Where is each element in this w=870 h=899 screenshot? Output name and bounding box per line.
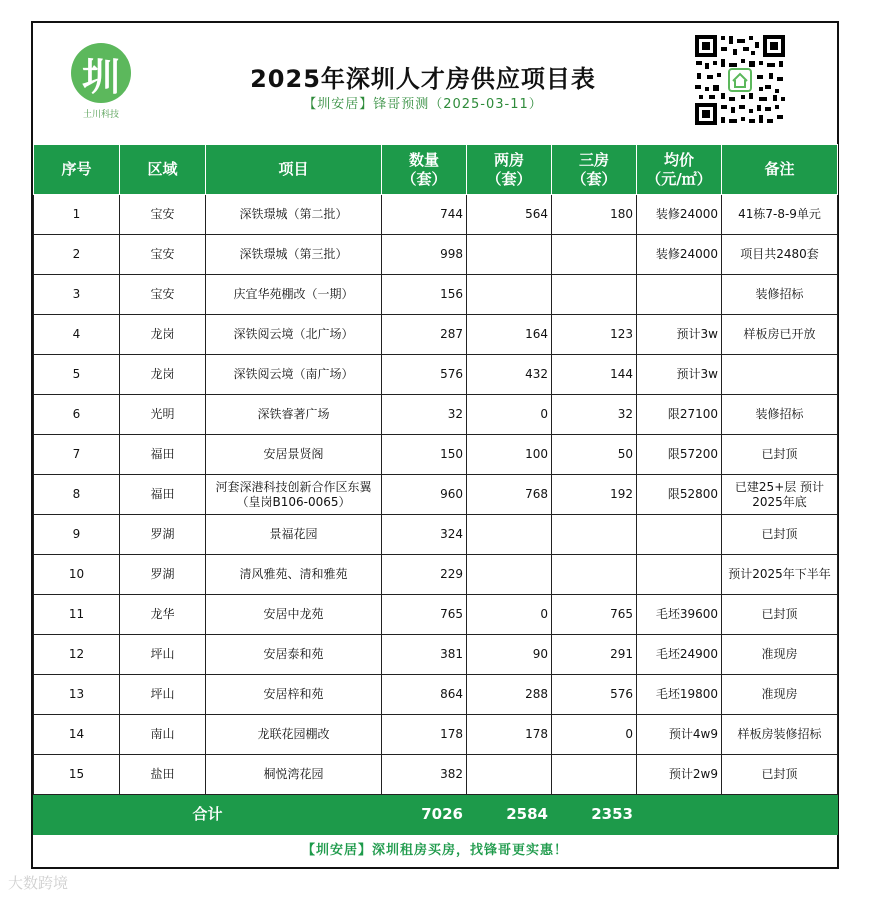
cell-price bbox=[637, 555, 722, 595]
cell-note: 已建25+层 预计2025年底 bbox=[722, 475, 838, 515]
cell-three-room: 32 bbox=[552, 395, 637, 435]
cell-two-room: 564 bbox=[467, 195, 552, 235]
cell-project: 深铁睿著广场 bbox=[206, 395, 382, 435]
cell-note: 准现房 bbox=[722, 635, 838, 675]
cell-quantity: 576 bbox=[382, 355, 467, 395]
col-price-unit: （元/㎡） bbox=[646, 169, 712, 188]
page-subtitle: 【圳安居】锋哥预测（2025-03-11） bbox=[303, 97, 543, 112]
total-label: 合计 bbox=[34, 795, 382, 835]
cell-index: 8 bbox=[34, 475, 120, 515]
col-three-room-unit: （套） bbox=[571, 169, 617, 188]
cell-index: 13 bbox=[34, 675, 120, 715]
cell-three-room: 144 bbox=[552, 355, 637, 395]
table-row bbox=[34, 355, 838, 395]
cell-price: 毛坯24900 bbox=[637, 635, 722, 675]
table-row bbox=[34, 195, 838, 235]
cell-price: 预计4w9 bbox=[637, 715, 722, 755]
cell-district: 龙岗 bbox=[120, 315, 206, 355]
cell-two-room: 768 bbox=[467, 475, 552, 515]
page-title: 2025年深圳人才房供应项目表 bbox=[250, 65, 596, 93]
cell-quantity: 744 bbox=[382, 195, 467, 235]
cell-district: 宝安 bbox=[120, 195, 206, 235]
cell-note: 41栋7-8-9单元 bbox=[722, 195, 838, 235]
col-price-label: 均价 bbox=[663, 150, 694, 169]
cell-project: 安居景贤阁 bbox=[206, 435, 382, 475]
cell-price: 限52800 bbox=[637, 475, 722, 515]
cell-two-room: 0 bbox=[467, 595, 552, 635]
cell-district: 南山 bbox=[120, 715, 206, 755]
cell-index: 10 bbox=[34, 555, 120, 595]
table-row bbox=[34, 515, 838, 555]
col-three-room-label: 三房 bbox=[578, 150, 609, 169]
cell-price: 装修24000 bbox=[637, 235, 722, 275]
cell-district: 福田 bbox=[120, 435, 206, 475]
table-row bbox=[34, 475, 838, 515]
cell-two-room: 0 bbox=[467, 395, 552, 435]
cell-district: 盐田 bbox=[120, 755, 206, 795]
cell-two-room: 288 bbox=[467, 675, 552, 715]
cell-quantity: 150 bbox=[382, 435, 467, 475]
cell-project: 景福花园 bbox=[206, 515, 382, 555]
cell-three-room: 123 bbox=[552, 315, 637, 355]
total-row bbox=[34, 795, 838, 835]
cell-district: 龙华 bbox=[120, 595, 206, 635]
cell-quantity: 156 bbox=[382, 275, 467, 315]
logo-char: 圳 bbox=[81, 54, 120, 99]
cell-index: 4 bbox=[34, 315, 120, 355]
cell-three-room bbox=[552, 755, 637, 795]
cell-index: 7 bbox=[34, 435, 120, 475]
cell-note: 已封顶 bbox=[722, 755, 838, 795]
cell-quantity: 382 bbox=[382, 755, 467, 795]
cell-two-room bbox=[467, 555, 552, 595]
cell-three-room: 50 bbox=[552, 435, 637, 475]
cell-index: 11 bbox=[34, 595, 120, 635]
cell-price: 预计2w9 bbox=[637, 755, 722, 795]
qr-code-icon bbox=[693, 33, 787, 127]
table-row bbox=[34, 595, 838, 635]
cell-price: 预计3w bbox=[637, 355, 722, 395]
col-quantity-unit: （套） bbox=[401, 169, 447, 188]
cell-note bbox=[722, 355, 838, 395]
cell-price: 预计3w bbox=[637, 315, 722, 355]
col-district bbox=[120, 145, 206, 195]
cell-two-room bbox=[467, 275, 552, 315]
col-three-room bbox=[552, 145, 637, 195]
cell-project: 深铁璟城（第二批） bbox=[206, 195, 382, 235]
total-three-room: 2353 bbox=[552, 795, 637, 835]
table-row bbox=[34, 235, 838, 275]
cell-note: 预计2025年下半年 bbox=[722, 555, 838, 595]
col-index bbox=[34, 145, 120, 195]
cell-index: 9 bbox=[34, 515, 120, 555]
cell-three-room bbox=[552, 515, 637, 555]
cell-project: 庆宜华苑棚改（一期） bbox=[206, 275, 382, 315]
cell-index: 12 bbox=[34, 635, 120, 675]
total-note bbox=[722, 795, 838, 835]
total-quantity: 7026 bbox=[382, 795, 467, 835]
table-row bbox=[34, 755, 838, 795]
table-row bbox=[34, 555, 838, 595]
cell-district: 福田 bbox=[120, 475, 206, 515]
cell-quantity: 229 bbox=[382, 555, 467, 595]
col-district-label: 区域 bbox=[147, 160, 178, 178]
cell-note: 样板房装修招标 bbox=[722, 715, 838, 755]
cell-quantity: 178 bbox=[382, 715, 467, 755]
cell-quantity: 960 bbox=[382, 475, 467, 515]
table-row bbox=[34, 395, 838, 435]
cell-district: 宝安 bbox=[120, 275, 206, 315]
cell-project: 安居中龙苑 bbox=[206, 595, 382, 635]
cell-two-room: 432 bbox=[467, 355, 552, 395]
total-price bbox=[637, 795, 722, 835]
brand-logo bbox=[71, 43, 131, 103]
cell-quantity: 32 bbox=[382, 395, 467, 435]
watermark: 大数跨境 bbox=[8, 874, 69, 892]
cell-quantity: 998 bbox=[382, 235, 467, 275]
cell-index: 1 bbox=[34, 195, 120, 235]
cell-two-room bbox=[467, 755, 552, 795]
cell-project: 安居梓和苑 bbox=[206, 675, 382, 715]
cell-quantity: 864 bbox=[382, 675, 467, 715]
col-price bbox=[637, 145, 722, 195]
cell-note: 已封顶 bbox=[722, 595, 838, 635]
sheet bbox=[31, 21, 839, 869]
table-row bbox=[34, 435, 838, 475]
cell-two-room: 100 bbox=[467, 435, 552, 475]
cell-project: 河套深港科技创新合作区东翼（皇岗B106-0065） bbox=[206, 475, 382, 515]
cell-index: 2 bbox=[34, 235, 120, 275]
col-two-room bbox=[467, 145, 552, 195]
table-row bbox=[34, 675, 838, 715]
cell-district: 坪山 bbox=[120, 675, 206, 715]
cell-project: 桐悦湾花园 bbox=[206, 755, 382, 795]
cell-three-room bbox=[552, 235, 637, 275]
cell-price bbox=[637, 515, 722, 555]
cell-price: 限57200 bbox=[637, 435, 722, 475]
col-two-room-unit: （套） bbox=[486, 169, 532, 188]
total-two-room: 2584 bbox=[467, 795, 552, 835]
cell-index: 5 bbox=[34, 355, 120, 395]
cell-three-room: 291 bbox=[552, 635, 637, 675]
cell-three-room: 765 bbox=[552, 595, 637, 635]
cell-three-room: 0 bbox=[552, 715, 637, 755]
cell-three-room: 192 bbox=[552, 475, 637, 515]
cell-index: 3 bbox=[34, 275, 120, 315]
cell-note: 项目共2480套 bbox=[722, 235, 838, 275]
table-row bbox=[34, 715, 838, 755]
cell-project: 安居泰和苑 bbox=[206, 635, 382, 675]
cell-price bbox=[637, 275, 722, 315]
cell-project: 深铁璟城（第三批） bbox=[206, 235, 382, 275]
cell-two-room bbox=[467, 235, 552, 275]
col-quantity-label: 数量 bbox=[408, 150, 439, 169]
cell-three-room: 180 bbox=[552, 195, 637, 235]
col-index-label: 序号 bbox=[61, 160, 92, 178]
cell-three-room bbox=[552, 555, 637, 595]
cell-note: 准现房 bbox=[722, 675, 838, 715]
cell-note: 样板房已开放 bbox=[722, 315, 838, 355]
cell-three-room: 576 bbox=[552, 675, 637, 715]
cell-project: 清风雅苑、清和雅苑 bbox=[206, 555, 382, 595]
table-row bbox=[34, 275, 838, 315]
col-project bbox=[206, 145, 382, 195]
cell-two-room bbox=[467, 515, 552, 555]
col-two-room-label: 两房 bbox=[493, 150, 524, 169]
cell-district: 坪山 bbox=[120, 635, 206, 675]
cell-price: 装修24000 bbox=[637, 195, 722, 235]
cell-note: 装修招标 bbox=[722, 275, 838, 315]
cell-note: 已封顶 bbox=[722, 435, 838, 475]
cell-district: 宝安 bbox=[120, 235, 206, 275]
cell-quantity: 324 bbox=[382, 515, 467, 555]
cell-price: 毛坯39600 bbox=[637, 595, 722, 635]
cell-index: 14 bbox=[34, 715, 120, 755]
cell-note: 已封顶 bbox=[722, 515, 838, 555]
cell-district: 龙岗 bbox=[120, 355, 206, 395]
header bbox=[33, 23, 837, 146]
cell-district: 罗湖 bbox=[120, 515, 206, 555]
cell-district: 光明 bbox=[120, 395, 206, 435]
cell-two-room: 90 bbox=[467, 635, 552, 675]
supply-table bbox=[33, 144, 838, 835]
cell-quantity: 381 bbox=[382, 635, 467, 675]
col-note bbox=[722, 145, 838, 195]
cell-project: 深铁阅云境（南广场） bbox=[206, 355, 382, 395]
table-row bbox=[34, 635, 838, 675]
table-header-row bbox=[34, 145, 838, 195]
table-row bbox=[34, 315, 838, 355]
logo-caption: 土川科技 bbox=[82, 110, 119, 120]
cell-project: 深铁阅云境（北广场） bbox=[206, 315, 382, 355]
col-project-label: 项目 bbox=[278, 160, 309, 178]
col-note-label: 备注 bbox=[764, 160, 795, 178]
cell-two-room: 178 bbox=[467, 715, 552, 755]
cell-note: 装修招标 bbox=[722, 395, 838, 435]
cell-quantity: 765 bbox=[382, 595, 467, 635]
cell-price: 限27100 bbox=[637, 395, 722, 435]
cell-project: 龙联花园棚改 bbox=[206, 715, 382, 755]
col-quantity bbox=[382, 145, 467, 195]
cell-quantity: 287 bbox=[382, 315, 467, 355]
cell-price: 毛坯19800 bbox=[637, 675, 722, 715]
cell-three-room bbox=[552, 275, 637, 315]
cell-index: 15 bbox=[34, 755, 120, 795]
cell-two-room: 164 bbox=[467, 315, 552, 355]
footer-slogan: 【圳安居】深圳租房买房，找锋哥更实惠！ bbox=[301, 843, 568, 858]
cell-index: 6 bbox=[34, 395, 120, 435]
cell-district: 罗湖 bbox=[120, 555, 206, 595]
